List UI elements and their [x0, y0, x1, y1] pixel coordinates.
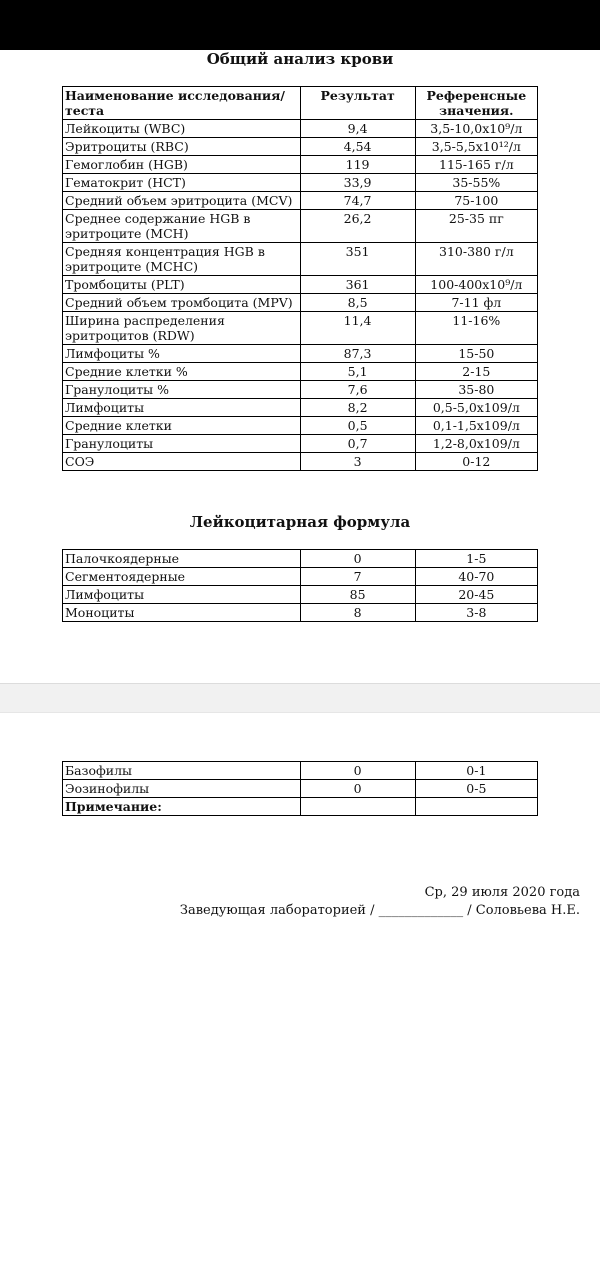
result-cell: 85: [300, 586, 415, 604]
result-cell: 0: [300, 762, 415, 780]
table-row: [63, 586, 538, 604]
reference-cell: 75-100: [415, 192, 537, 210]
reference-cell: 310-380 г/л: [415, 243, 537, 276]
table-row: [63, 120, 538, 138]
reference-cell: 3-8: [415, 604, 537, 622]
header-reference: Референсные значения.: [415, 87, 537, 120]
test-name-cell: Лимфоциты: [63, 399, 301, 417]
table-row: [63, 604, 538, 622]
result-cell: 11,4: [300, 312, 415, 345]
header-name: Наименование исследования/теста: [63, 87, 301, 120]
test-name-cell: Лимфоциты: [63, 586, 301, 604]
report-date: Ср, 29 июля 2020 года: [424, 885, 580, 900]
table-row: [63, 381, 538, 399]
result-cell: 7,6: [300, 381, 415, 399]
reference-cell: 0-1: [415, 762, 537, 780]
table-header-row: [63, 87, 538, 120]
result-cell: 3: [300, 453, 415, 471]
test-name-cell: Гранулоциты: [63, 435, 301, 453]
leukocyte-formula-table: [62, 549, 538, 622]
table-row: [63, 312, 538, 345]
reference-cell: 35-55%: [415, 174, 537, 192]
test-name-cell: Ширина распределения эритроцитов (RDW): [63, 312, 301, 345]
reference-cell: 0-12: [415, 453, 537, 471]
test-name-cell: Гранулоциты %: [63, 381, 301, 399]
table-row: [63, 453, 538, 471]
test-name-cell: Сегментоядерные: [63, 568, 301, 586]
reference-cell: 3,5-5,5х10¹²/л: [415, 138, 537, 156]
result-cell: 33,9: [300, 174, 415, 192]
note-label: Примечание:: [63, 798, 301, 816]
result-cell: 0,7: [300, 435, 415, 453]
table-row: [63, 192, 538, 210]
result-cell: 26,2: [300, 210, 415, 243]
test-name-cell: Лейкоциты (WBC): [63, 120, 301, 138]
leukocyte-formula-table-continued: [62, 761, 538, 816]
test-name-cell: Средние клетки: [63, 417, 301, 435]
test-name-cell: Эритроциты (RBC): [63, 138, 301, 156]
result-cell: 7: [300, 568, 415, 586]
table-row: [63, 156, 538, 174]
note-empty-cell: [300, 798, 415, 816]
reference-cell: 1,2-8,0х109/л: [415, 435, 537, 453]
table-row: [63, 345, 538, 363]
result-cell: 74,7: [300, 192, 415, 210]
result-cell: 0,5: [300, 417, 415, 435]
reference-cell: 11-16%: [415, 312, 537, 345]
test-name-cell: СОЭ: [63, 453, 301, 471]
test-name-cell: Тромбоциты (PLT): [63, 276, 301, 294]
table-row: [63, 435, 538, 453]
test-name-cell: Палочкоядерные: [63, 550, 301, 568]
result-cell: 5,1: [300, 363, 415, 381]
table-row: [63, 243, 538, 276]
table-row: [63, 138, 538, 156]
reference-cell: 25-35 пг: [415, 210, 537, 243]
reference-cell: 15-50: [415, 345, 537, 363]
result-cell: 8,5: [300, 294, 415, 312]
table-row: [63, 762, 538, 780]
table-row: [63, 550, 538, 568]
table-row: [63, 210, 538, 243]
result-cell: 9,4: [300, 120, 415, 138]
reference-cell: 7-11 фл: [415, 294, 537, 312]
table-row: [63, 276, 538, 294]
test-name-cell: Средние клетки %: [63, 363, 301, 381]
test-name-cell: Гематокрит (HCT): [63, 174, 301, 192]
test-name-cell: Эозинофилы: [63, 780, 301, 798]
result-cell: 8,2: [300, 399, 415, 417]
result-cell: 361: [300, 276, 415, 294]
reference-cell: 0,5-5,0х109/л: [415, 399, 537, 417]
test-name-cell: Средний объем тромбоцита (MPV): [63, 294, 301, 312]
test-name-cell: Моноциты: [63, 604, 301, 622]
test-name-cell: Среднее содержание HGB в эритроците (MCH): [63, 210, 301, 243]
result-cell: 4,54: [300, 138, 415, 156]
result-cell: 0: [300, 550, 415, 568]
page-title: Общий анализ крови: [206, 50, 394, 68]
reference-cell: 2-15: [415, 363, 537, 381]
test-name-cell: Средняя концентрация HGB в эритроците (MCHC): [63, 243, 301, 276]
table-row: [63, 780, 538, 798]
note-row: [63, 798, 538, 816]
table-row: [63, 417, 538, 435]
note-empty-cell: [415, 798, 537, 816]
test-name-cell: Гемоглобин (HGB): [63, 156, 301, 174]
reference-cell: 35-80: [415, 381, 537, 399]
reference-cell: 3,5-10,0х10⁹/л: [415, 120, 537, 138]
table-row: [63, 174, 538, 192]
result-cell: 87,3: [300, 345, 415, 363]
table-row: [63, 363, 538, 381]
header-result: Результат: [300, 87, 415, 120]
status-bar: [0, 0, 600, 50]
page-break: [0, 683, 600, 713]
result-cell: 119: [300, 156, 415, 174]
table-row: [63, 568, 538, 586]
signature-line: Заведующая лабораторией / _____________ / Соловьева Н.Е.: [179, 903, 580, 918]
test-name-cell: Средний объем эритроцита (MCV): [63, 192, 301, 210]
section-title: Лейкоцитарная формула: [189, 513, 411, 531]
table-row: [63, 294, 538, 312]
result-cell: 0: [300, 780, 415, 798]
reference-cell: 1-5: [415, 550, 537, 568]
reference-cell: 100-400х10⁹/л: [415, 276, 537, 294]
table-row: [63, 399, 538, 417]
test-name-cell: Базофилы: [63, 762, 301, 780]
reference-cell: 40-70: [415, 568, 537, 586]
reference-cell: 0,1-1,5х109/л: [415, 417, 537, 435]
blood-test-table: [62, 86, 538, 471]
test-name-cell: Лимфоциты %: [63, 345, 301, 363]
result-cell: 8: [300, 604, 415, 622]
reference-cell: 0-5: [415, 780, 537, 798]
reference-cell: 20-45: [415, 586, 537, 604]
result-cell: 351: [300, 243, 415, 276]
reference-cell: 115-165 г/л: [415, 156, 537, 174]
